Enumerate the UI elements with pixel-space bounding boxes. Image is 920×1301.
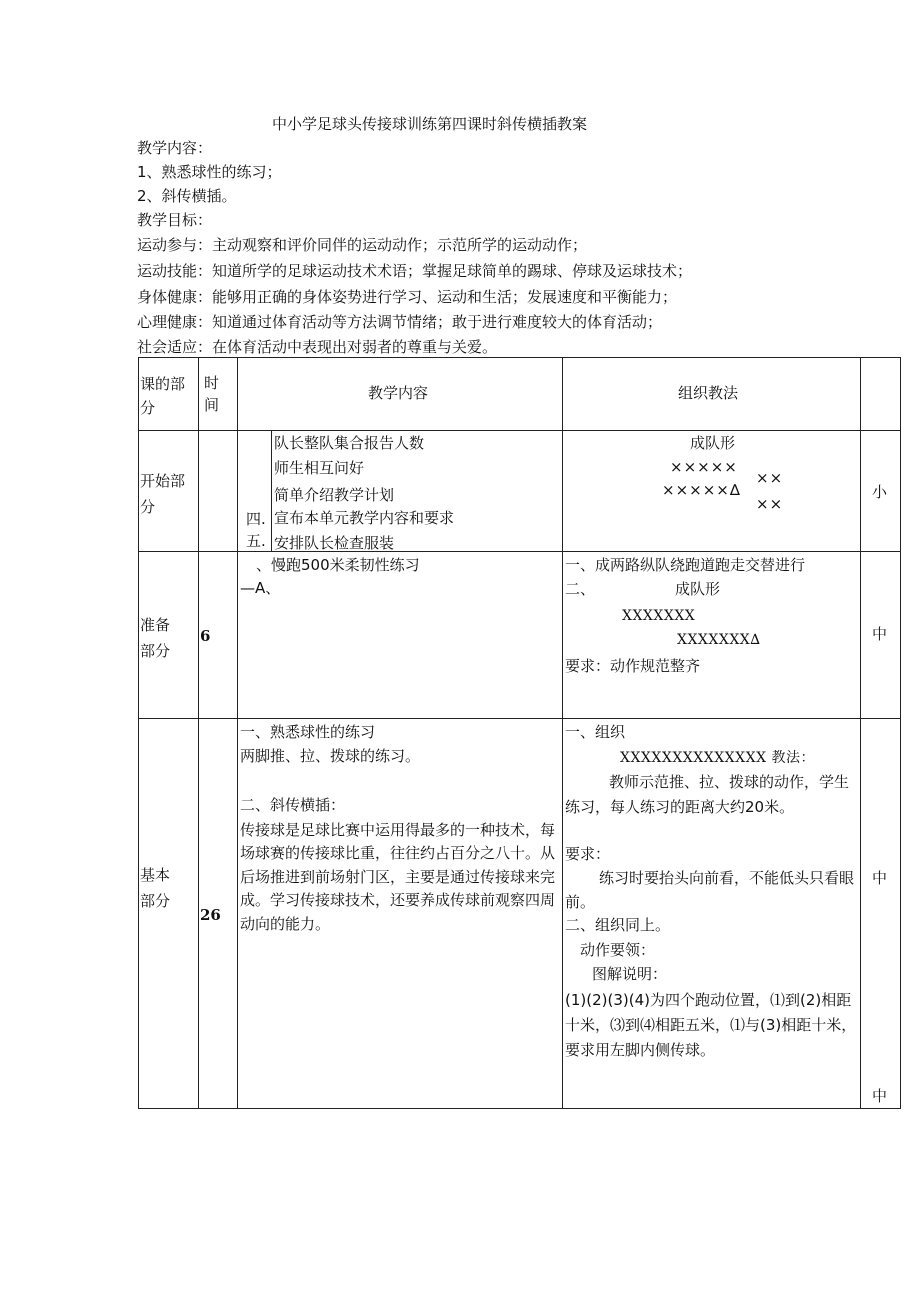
intro-line-5: 运动参与：主动观察和评价同伴的运动动作；示范所学的运动动作；	[137, 236, 588, 254]
row3-time: 26	[200, 906, 221, 924]
row2-method-6: 要求：动作规范整齐	[565, 657, 701, 675]
intro-line-3: 2、斜传横插。	[137, 187, 237, 205]
row2-intensity: 中	[872, 625, 888, 643]
row2-time: 6	[200, 627, 211, 645]
row1-method-4: ××	[756, 469, 784, 487]
row2-part: 准备部分	[140, 616, 171, 660]
table-col-divider-2	[237, 357, 238, 1109]
row1-method-2: ×××××	[670, 458, 738, 476]
intro-line-4: 教学目标：	[137, 211, 213, 229]
row1-content-1: 队长整队集合报告人数	[274, 434, 425, 452]
row1-sub-label-5: 五.	[246, 532, 266, 550]
row3-method-5: 练习时要抬头向前看，不能低头只看眼前。	[565, 869, 855, 911]
intro-line-6: 运动技能：知道所学的足球运动技术术语；掌握足球简单的踢球、停球及运球技术；	[137, 262, 693, 280]
row3-content-2: 两脚推、拉、拨球的练习。	[240, 747, 421, 765]
row1-content-5: 安排队长检查服装	[274, 534, 395, 550]
table-col-divider-4	[860, 357, 861, 1109]
table-border-top	[138, 357, 901, 358]
table-border-right	[900, 357, 901, 1109]
row2-method-1: 一、成两路纵队绕跑道跑走交替进行	[565, 556, 806, 574]
row3-method-2: XXXXXXXXXXXXXX 教法：	[620, 750, 815, 766]
intro-line-9: 社会适应：在体育活动中表现出对弱者的尊重与关爱。	[137, 338, 498, 356]
subcell-divider	[271, 430, 272, 551]
row1-intensity: 小	[872, 483, 888, 501]
row1-sub-label-4: 四.	[246, 510, 266, 528]
row3-method-6: 二、组织同上。	[565, 916, 671, 934]
intro-line-2: 1、熟悉球性的练习；	[137, 163, 282, 181]
row3-method-1: 一、组织	[565, 723, 626, 741]
intro-line-1: 教学内容：	[137, 139, 213, 157]
row1-method-3: ×××××∆	[662, 481, 741, 499]
row1-content-4: 宣布本单元教学内容和要求	[274, 509, 455, 527]
table-col-divider-3	[562, 357, 563, 1109]
table-row-divider-3	[138, 718, 901, 719]
header-method: 组织教法	[678, 384, 739, 402]
row3-method-3: 教师示范推、拉、拨球的动作，学生练习，每人练习的距离大约20米。	[565, 773, 850, 816]
row1-method-1: 成队形	[690, 434, 736, 452]
page-title: 中小学足球头传接球训练第四课时斜传横插教案	[272, 115, 588, 133]
intro-line-7: 身体健康：能够用正确的身体姿势进行学习、运动和生活；发展速度和平衡能力；	[137, 288, 678, 306]
table-row-divider-2	[138, 551, 901, 552]
row3-method-4: 要求：	[565, 845, 611, 863]
row3-method-7: 动作要领：	[580, 941, 656, 959]
header-time: 时间	[204, 374, 220, 414]
intro-line-8: 心理健康：知道通过体育活动等方法调节情绪；敢于进行难度较大的体育活动；	[137, 313, 663, 331]
table-border-left	[138, 357, 139, 1109]
row2-content-2: —A、	[240, 579, 281, 597]
row1-method-5: ××	[756, 495, 784, 513]
row3-content-4: 传接球是足球比赛中运用得最多的一种技术，每场球赛的传接球比重，往往约占百分之八十。从后场推进到前场射门区，主要是通过传接球来完成。学习传接球技术，还要养成传球前观察四周动向的能力。	[240, 821, 556, 933]
header-part: 课的部分	[140, 375, 186, 417]
row1-part: 开始部分	[140, 472, 186, 516]
row2-method-2: 二、	[565, 580, 596, 598]
row2-method-5: XXXXXXX∆	[677, 632, 761, 648]
table-col-divider-1	[198, 357, 199, 1109]
row1-content-3: 简单介绍教学计划	[274, 486, 395, 504]
row3-method-9: (1)(2)(3)(4)为四个跑动位置，⑴到(2)相距十米，⑶到⑷相距五米，⑴与(3)相距十米，要求用左脚内侧传球。	[565, 991, 857, 1059]
row3-content-1: 一、熟悉球性的练习	[240, 723, 376, 741]
table-border-bottom	[138, 1108, 901, 1109]
row3-intensity-1: 中	[872, 869, 888, 887]
row1-content-2: 师生相互问好	[274, 459, 365, 477]
row2-method-3: 成队形	[675, 580, 721, 598]
row3-part: 基本部分	[140, 866, 171, 910]
header-content: 教学内容	[368, 384, 429, 402]
row2-method-4: XXXXXXX	[622, 608, 696, 624]
row3-method-8: 图解说明：	[592, 965, 668, 983]
table-row-divider-1	[138, 430, 901, 431]
row2-content-1: 、慢跑500米柔韧性练习	[256, 556, 420, 574]
row3-intensity-2: 中	[872, 1087, 888, 1105]
row3-content-3: 二、斜传横插：	[240, 796, 346, 814]
